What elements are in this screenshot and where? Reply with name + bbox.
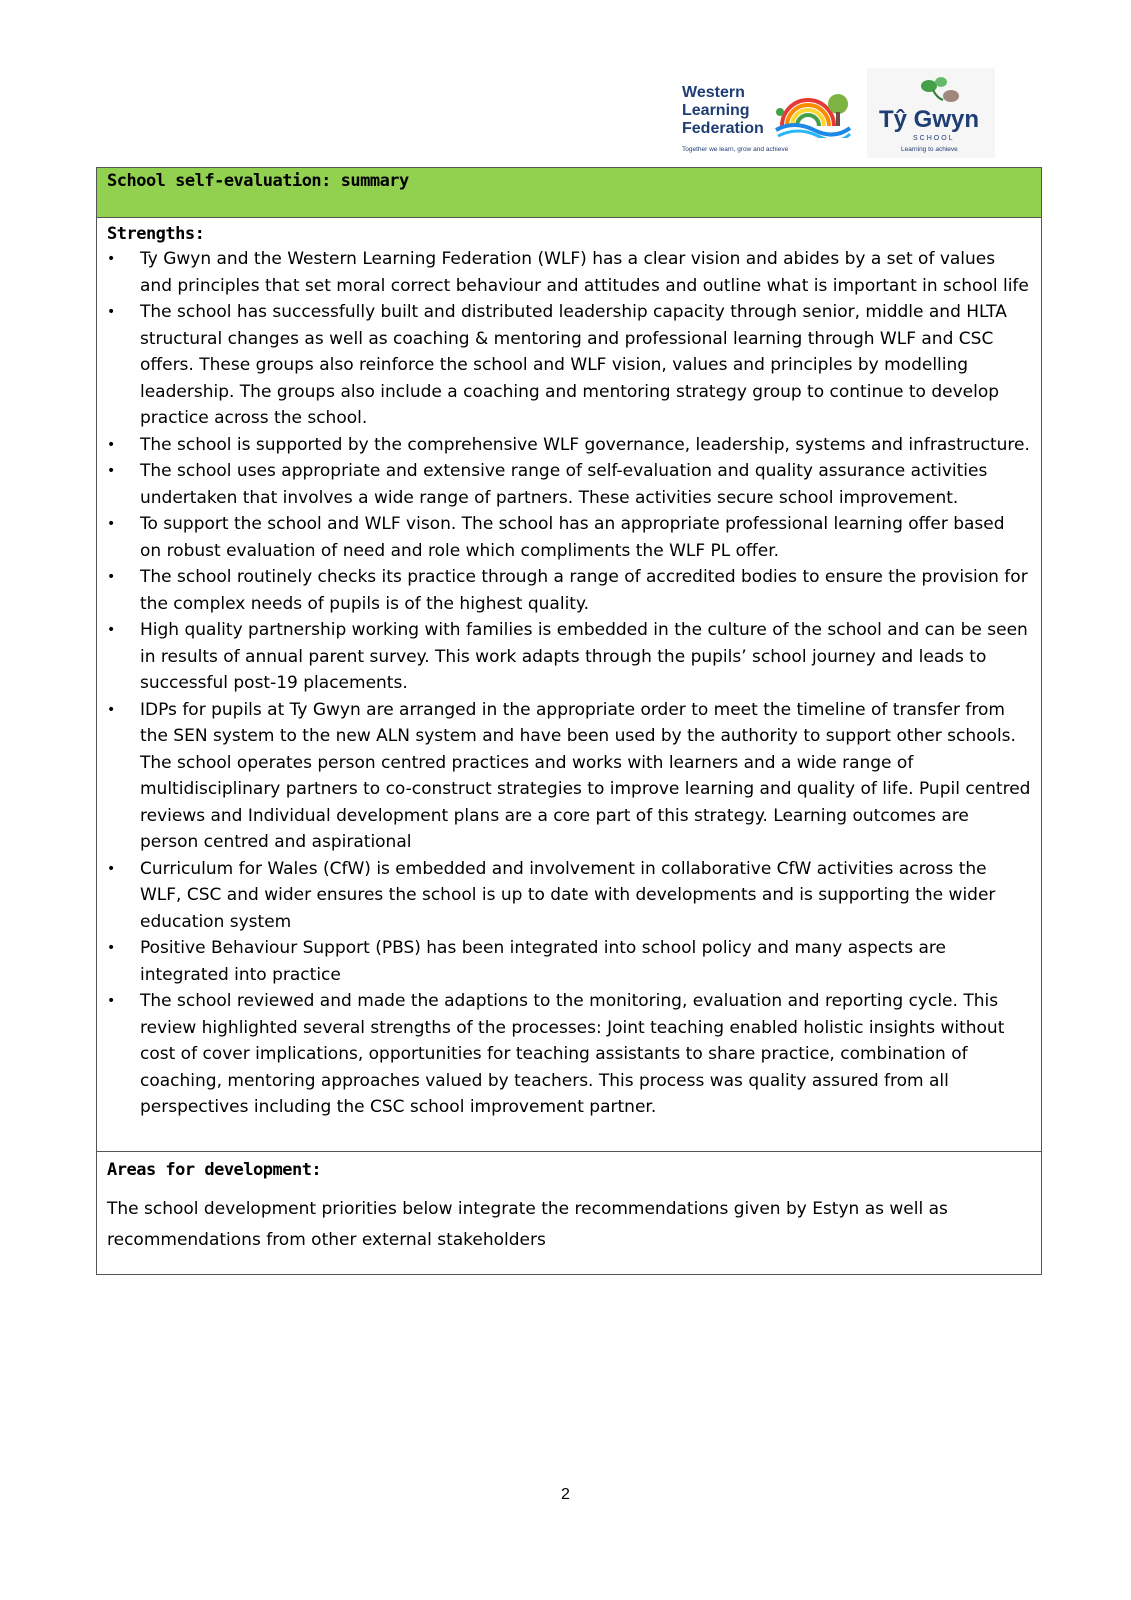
- list-item-text: The school has successfully built and distributed leadership capacity through senior, middle and HLTA structural changes as well as coaching & mentoring and professional learning through WLF and CSC offers. These groups also reinforce the school and WLF vision, values and principles by modelling leadership. The groups also include a coaching and mentoring strategy group to continue to develop practice across the school.: [140, 302, 1007, 428]
- bullet-dot-icon: •: [107, 516, 116, 532]
- ty-gwyn-logo-name: Tŷ Gwyn: [879, 106, 980, 133]
- wlf-logo-line1: Western: [682, 84, 745, 101]
- list-item-text: The school reviewed and made the adaptions to the monitoring, evaluation and reporting cycle. This review highlighted several strengths of the processes: Joint teaching enabled holistic insights without cost of cover implications, opportunities for teaching assistants to share practice, combination of coaching, mentoring approaches valued by teachers. This process was quality assured from all perspectives including the CSC school improvement partner.: [140, 991, 1005, 1117]
- strengths-heading: Strengths:: [107, 224, 205, 244]
- table-header-row: [97, 168, 1041, 218]
- areas-heading: Areas for development:: [107, 1159, 322, 1180]
- list-item-text: To support the school and WLF vison. The school has an appropriate professional learning offer based on robust evaluation of need and role which compliments the WLF PL offer.: [140, 514, 1005, 561]
- list-item: [107, 697, 1031, 856]
- list-item: [107, 856, 1031, 936]
- strengths-section: [97, 218, 1041, 1152]
- wlf-logo: [682, 84, 862, 156]
- list-item-text: Ty Gwyn and the Western Learning Federation (WLF) has a clear vision and abides by a set of values and principles that set moral correct behaviour and attitudes and outline what is important in school life: [140, 249, 1029, 296]
- list-item-text: IDPs for pupils at Ty Gwyn are arranged in the appropriate order to meet the timeline of transfer from the SEN system to the new ALN system and have been used by the authority to support other schools. The school operates person centred practices and works with learners and a wide range of multidisciplinary partners to co-construct strategies to improve learning and quality of life. Pupil centred reviews and Individual development plans are a core part of this strategy. Learning outcomes are person centred and aspirational: [140, 699, 1031, 852]
- bullet-dot-icon: •: [107, 701, 116, 718]
- ty-gwyn-logo-tagline: Learning to achieve: [901, 146, 958, 153]
- ty-gwyn-logo: [867, 68, 995, 158]
- bullet-dot-icon: •: [107, 993, 116, 1009]
- areas-section: [97, 1152, 1041, 1274]
- wlf-logo-tagline: Together we learn, grow and achieve: [682, 146, 789, 153]
- list-item-text: Positive Behaviour Support (PBS) has been integrated into school policy and many aspects are integrated into practice: [140, 938, 946, 985]
- list-item: [107, 988, 1031, 1121]
- list-item-text: The school uses appropriate and extensive range of self-evaluation and quality assurance activities undertaken that involves a wide range of partners. These activities secure school improvement.: [140, 461, 988, 508]
- plant-icon: [917, 74, 961, 104]
- list-item: [107, 246, 1031, 299]
- rainbow-tree-icon: [774, 86, 852, 138]
- table-title: School self-evaluation: summary: [107, 171, 409, 191]
- strengths-list: [107, 246, 1031, 1121]
- list-item: [107, 458, 1031, 511]
- areas-text: The school development priorities below integrate the recommendations given by Estyn as well as recommendations from other external stakeholders: [107, 1198, 948, 1250]
- bullet-dot-icon: •: [107, 304, 116, 320]
- self-evaluation-table: [96, 167, 1042, 1275]
- header-logos: [672, 64, 997, 160]
- bullet-dot-icon: •: [107, 251, 116, 267]
- list-item: [107, 432, 1031, 459]
- wlf-logo-line2: Learning: [682, 102, 750, 119]
- list-item: [107, 935, 1031, 988]
- bullet-dot-icon: •: [107, 436, 116, 453]
- bullet-dot-icon: •: [107, 940, 116, 956]
- list-item-text: Curriculum for Wales (CfW) is embedded and involvement in collaborative CfW activities across the WLF, CSC and wider ensures the school is up to date with developments and is supporting the wider education system: [140, 858, 996, 932]
- wlf-logo-line3: Federation: [682, 120, 764, 137]
- list-item-text: The school is supported by the comprehensive WLF governance, leadership, systems and infrastructure.: [140, 434, 1030, 455]
- list-item: [107, 617, 1031, 697]
- bullet-dot-icon: •: [107, 860, 116, 877]
- list-item: [107, 511, 1031, 564]
- list-item-text: High quality partnership working with families is embedded in the culture of the school and can be seen in results of annual parent survey. This work adapts through the pupils’ school journey and leads to successful post-19 placements.: [140, 620, 1028, 693]
- list-item: [107, 299, 1031, 432]
- list-item: [107, 564, 1031, 617]
- bullet-dot-icon: •: [107, 463, 116, 479]
- page-number: 2: [561, 1486, 570, 1503]
- bullet-dot-icon: •: [107, 569, 116, 585]
- bullet-dot-icon: •: [107, 622, 116, 638]
- list-item-text: The school routinely checks its practice through a range of accredited bodies to ensure the provision for the complex needs of pupils is of the highest quality.: [140, 567, 1028, 614]
- ty-gwyn-logo-sub: SCHOOL: [913, 135, 955, 142]
